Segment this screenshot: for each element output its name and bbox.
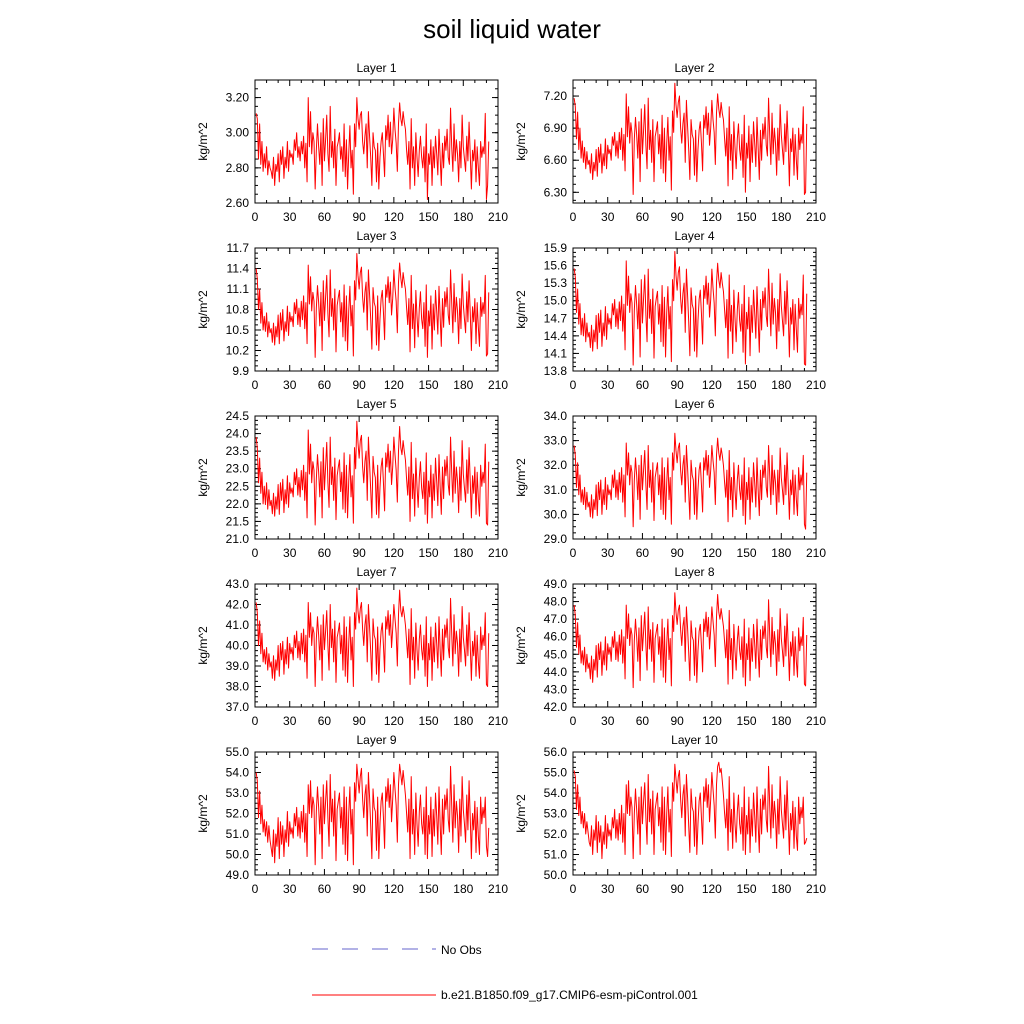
x-tick-label: 0	[251, 378, 259, 392]
y-tick-label: 23.0	[225, 461, 249, 476]
x-tick-label: 90	[352, 210, 366, 224]
y-tick-label: 11.7	[226, 241, 249, 255]
y-tick-label: 31.0	[543, 482, 567, 497]
y-tick-label: 51.0	[225, 827, 249, 841]
series-line	[256, 421, 489, 525]
x-tick-label: 0	[569, 882, 577, 896]
x-tick-label: 120	[701, 882, 722, 896]
x-tick-label: 0	[251, 546, 259, 560]
legend-label-model: b.e21.B1850.f09_g17.CMIP6-esm-piControl.001	[441, 988, 698, 1002]
x-tick-label: 0	[251, 714, 259, 728]
y-tick-label: 55.0	[543, 765, 567, 780]
x-tick-label: 150	[418, 546, 439, 560]
series-line	[256, 588, 489, 686]
x-tick-label: 180	[771, 378, 792, 392]
y-tick-label: 38.0	[225, 679, 249, 694]
x-tick-label: 150	[418, 714, 439, 728]
y-tick-label: 10.2	[225, 343, 249, 358]
x-tick-label: 90	[670, 378, 684, 392]
y-tick-label: 24.0	[225, 426, 249, 441]
panel-6	[514, 397, 826, 560]
y-tick-label: 52.0	[543, 827, 567, 841]
x-tick-label: 150	[736, 378, 757, 392]
x-tick-label: 180	[453, 210, 474, 224]
y-tick-label: 10.8	[225, 302, 249, 317]
panel-5	[196, 397, 508, 560]
y-tick-label: 39.0	[225, 659, 249, 673]
x-tick-label: 150	[418, 882, 439, 896]
y-tick-label: 32.0	[543, 458, 567, 473]
panel-title: Layer 1	[356, 61, 397, 75]
panel-1	[196, 61, 508, 224]
y-tick-label: 46.0	[543, 629, 567, 644]
y-tick-label: 11.4	[226, 261, 249, 276]
y-tick-label: 45.0	[543, 647, 567, 662]
x-tick-label: 0	[569, 378, 577, 392]
x-tick-label: 180	[771, 714, 792, 728]
x-tick-label: 60	[317, 714, 332, 728]
y-tick-label: 49.0	[543, 577, 567, 591]
y-tick-label: 48.0	[543, 594, 567, 609]
y-axis-label: kg/m^2	[514, 122, 528, 161]
y-tick-label: 56.0	[543, 745, 567, 759]
x-tick-label: 30	[601, 210, 615, 224]
panel-title: Layer 3	[356, 229, 397, 243]
x-tick-label: 210	[805, 210, 827, 224]
x-tick-label: 60	[317, 210, 332, 224]
panel-9	[196, 733, 508, 896]
x-tick-label: 180	[453, 714, 474, 728]
y-tick-label: 11.1	[226, 282, 249, 296]
y-tick-label: 40.0	[225, 638, 249, 653]
series-line	[256, 764, 489, 864]
panel-title: Layer 9	[356, 733, 397, 747]
x-tick-label: 210	[805, 378, 827, 392]
y-tick-label: 24.5	[225, 409, 249, 423]
x-tick-label: 0	[251, 882, 259, 896]
panel-7	[196, 565, 508, 728]
y-tick-label: 33.0	[543, 433, 567, 448]
y-axis-label: kg/m^2	[514, 458, 528, 497]
x-tick-label: 120	[701, 378, 722, 392]
x-tick-label: 60	[635, 210, 650, 224]
x-tick-label: 150	[736, 714, 757, 728]
y-tick-label: 50.0	[543, 868, 567, 882]
y-tick-label: 42.0	[225, 597, 249, 612]
panel-title: Layer 2	[674, 61, 715, 75]
x-tick-label: 30	[601, 378, 615, 392]
x-tick-label: 30	[283, 210, 297, 224]
y-tick-label: 52.0	[225, 806, 249, 821]
x-tick-label: 210	[805, 714, 827, 728]
x-tick-label: 210	[487, 210, 509, 224]
y-tick-label: 14.7	[543, 311, 567, 326]
series-line	[256, 98, 489, 200]
x-tick-label: 180	[771, 210, 792, 224]
y-tick-label: 23.5	[225, 444, 249, 459]
x-tick-label: 30	[283, 714, 297, 728]
y-tick-label: 43.0	[543, 682, 567, 697]
y-tick-label: 54.0	[225, 765, 249, 780]
y-tick-label: 21.0	[225, 532, 249, 546]
y-tick-label: 44.0	[543, 664, 567, 679]
y-tick-label: 6.90	[543, 121, 567, 136]
panel-title: Layer 10	[671, 733, 718, 747]
y-tick-label: 15.3	[543, 276, 567, 291]
x-tick-label: 0	[569, 546, 577, 560]
x-tick-label: 210	[487, 882, 509, 896]
legend	[312, 943, 698, 1002]
y-tick-label: 53.0	[225, 786, 249, 800]
y-axis-label: kg/m^2	[196, 290, 210, 329]
series-line	[574, 433, 807, 529]
x-tick-label: 120	[383, 546, 404, 560]
x-tick-label: 90	[670, 882, 684, 896]
chart-title: soil liquid water	[423, 14, 601, 44]
x-tick-label: 150	[736, 882, 757, 896]
y-tick-label: 34.0	[543, 409, 567, 423]
series-line	[574, 762, 807, 858]
x-tick-label: 180	[453, 546, 474, 560]
x-tick-label: 0	[569, 714, 577, 728]
panel-title: Layer 5	[356, 397, 397, 411]
x-tick-label: 120	[383, 882, 404, 896]
x-tick-label: 90	[352, 378, 366, 392]
x-tick-label: 120	[701, 714, 722, 728]
panel-title: Layer 6	[674, 397, 715, 411]
x-tick-label: 60	[317, 546, 332, 560]
series-line	[574, 83, 807, 194]
y-tick-label: 54.0	[543, 786, 567, 800]
x-tick-label: 210	[805, 882, 827, 896]
y-tick-label: 14.1	[543, 346, 567, 361]
x-tick-label: 150	[736, 546, 757, 560]
series-line	[574, 252, 807, 366]
panel-title: Layer 4	[674, 229, 715, 243]
y-tick-label: 49.0	[225, 868, 249, 882]
x-tick-label: 120	[701, 546, 722, 560]
y-tick-label: 7.20	[543, 89, 567, 104]
y-axis-label: kg/m^2	[196, 458, 210, 497]
y-tick-label: 6.30	[543, 185, 567, 200]
y-axis-label: kg/m^2	[196, 626, 210, 665]
y-tick-label: 37.0	[225, 700, 249, 714]
x-tick-label: 90	[670, 210, 684, 224]
x-tick-label: 180	[771, 546, 792, 560]
x-tick-label: 210	[487, 378, 509, 392]
y-tick-label: 22.0	[225, 496, 249, 511]
x-tick-label: 90	[670, 546, 684, 560]
x-tick-label: 210	[487, 546, 509, 560]
x-tick-label: 180	[771, 882, 792, 896]
y-tick-label: 14.4	[543, 328, 567, 343]
x-tick-label: 60	[635, 378, 650, 392]
y-tick-label: 6.60	[543, 153, 567, 168]
panel-4	[514, 229, 826, 392]
panel-8	[514, 565, 826, 728]
x-tick-label: 210	[487, 714, 509, 728]
panel-10	[514, 733, 826, 896]
x-tick-label: 30	[601, 546, 615, 560]
y-axis-label: kg/m^2	[196, 794, 210, 833]
x-tick-label: 180	[453, 378, 474, 392]
series-line	[256, 253, 489, 357]
x-tick-label: 30	[283, 378, 297, 392]
y-tick-label: 15.6	[543, 258, 567, 273]
x-tick-label: 150	[418, 378, 439, 392]
x-tick-label: 120	[383, 378, 404, 392]
x-tick-label: 30	[283, 882, 297, 896]
panel-title: Layer 8	[674, 565, 715, 579]
x-tick-label: 30	[283, 546, 297, 560]
x-tick-label: 150	[418, 210, 439, 224]
y-tick-label: 13.8	[543, 364, 567, 378]
y-tick-label: 2.60	[225, 196, 249, 210]
x-tick-label: 90	[670, 714, 684, 728]
x-tick-label: 0	[251, 210, 259, 224]
y-tick-label: 53.0	[543, 806, 567, 821]
y-axis-label: kg/m^2	[514, 290, 528, 329]
y-tick-label: 21.5	[225, 514, 249, 529]
y-tick-label: 55.0	[225, 745, 249, 759]
y-tick-label: 51.0	[543, 847, 567, 862]
y-tick-label: 42.0	[543, 700, 567, 714]
y-tick-label: 3.20	[225, 90, 249, 105]
y-axis-label: kg/m^2	[514, 794, 528, 833]
y-axis-label: kg/m^2	[514, 626, 528, 665]
y-tick-label: 50.0	[225, 847, 249, 862]
y-tick-label: 29.0	[543, 532, 567, 546]
y-tick-label: 41.0	[225, 618, 249, 632]
y-tick-label: 22.5	[225, 479, 249, 494]
x-tick-label: 0	[569, 210, 577, 224]
x-tick-label: 210	[805, 546, 827, 560]
x-tick-label: 180	[453, 882, 474, 896]
x-tick-label: 120	[701, 210, 722, 224]
series-line	[574, 593, 807, 688]
panel-title: Layer 7	[356, 565, 397, 579]
x-tick-label: 60	[635, 882, 650, 896]
y-tick-label: 47.0	[543, 612, 567, 627]
x-tick-label: 30	[601, 714, 615, 728]
y-tick-label: 10.5	[225, 323, 249, 337]
y-tick-label: 30.0	[543, 507, 567, 522]
x-tick-label: 60	[635, 546, 650, 560]
panel-3	[196, 229, 508, 392]
y-tick-label: 15.9	[543, 241, 567, 255]
x-tick-label: 60	[317, 378, 332, 392]
legend-label-no-obs: No Obs	[441, 943, 482, 957]
x-tick-label: 60	[635, 714, 650, 728]
x-tick-label: 120	[383, 210, 404, 224]
y-tick-label: 9.9	[232, 364, 249, 378]
x-tick-label: 90	[352, 714, 366, 728]
panel-2	[514, 61, 826, 224]
y-tick-label: 43.0	[225, 577, 249, 591]
x-tick-label: 60	[317, 882, 332, 896]
y-tick-label: 3.00	[225, 125, 249, 140]
y-axis-label: kg/m^2	[196, 122, 210, 161]
y-tick-label: 2.80	[225, 160, 249, 175]
x-tick-label: 30	[601, 882, 615, 896]
x-tick-label: 120	[383, 714, 404, 728]
x-tick-label: 90	[352, 546, 366, 560]
x-tick-label: 150	[736, 210, 757, 224]
x-tick-label: 90	[352, 882, 366, 896]
y-tick-label: 15.0	[543, 293, 567, 308]
